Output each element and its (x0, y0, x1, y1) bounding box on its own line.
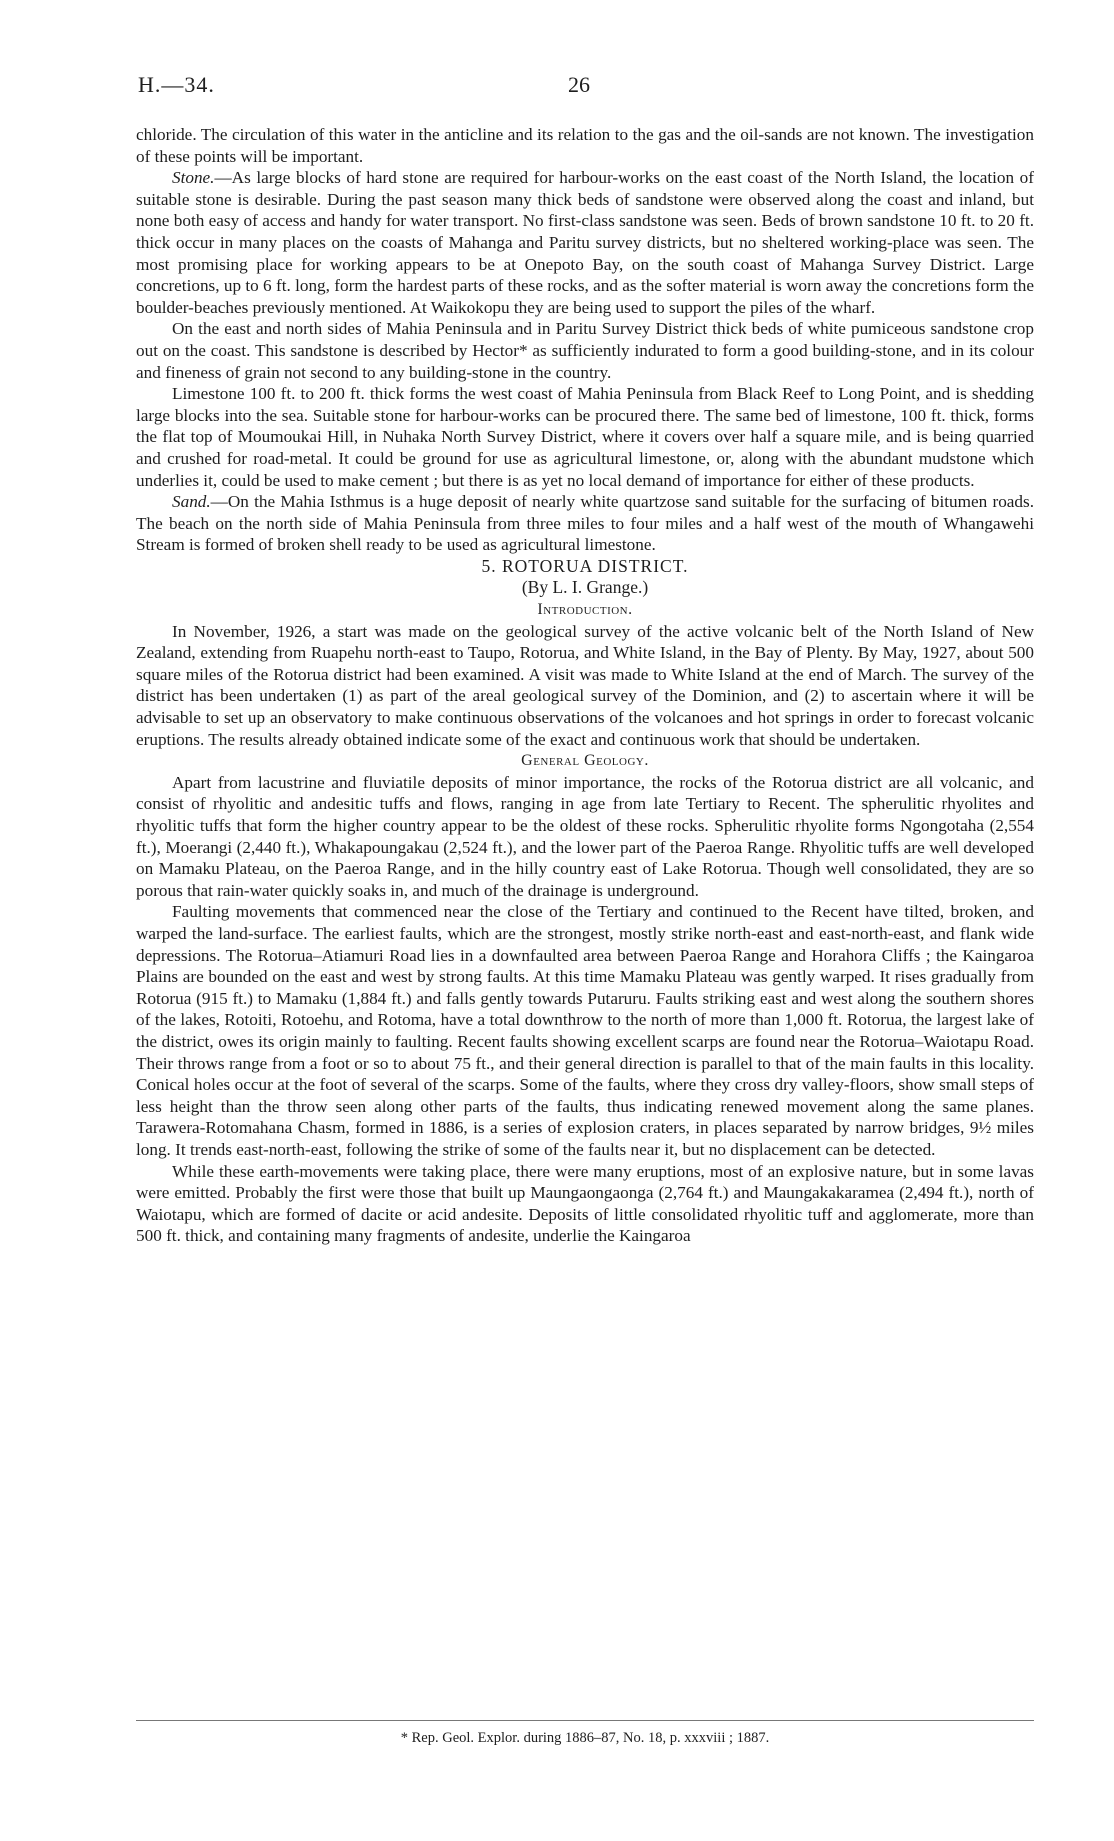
section-byline: (By L. I. Grange.) (521, 577, 649, 598)
paragraph-limestone: Limestone 100 ft. to 200 ft. thick forms the west coast of Mahia Peninsula from Black Reef to Long Point, and is shedding large blocks into the sea. Suitable stone for harbour-works can be procured there. The same bed of limestone, 100 ft. thick, forms the flat top of Moumoukai Hill, in Nuhaka North Survey District, where it covers over half a square mile, and is being quarried and crushed for road-metal. It could be ground for use as agricultural limestone, or, along with the abundant mudstone which underlies it, could be used to make cement ; but there is as yet no local demand of importance for either of these products. (136, 384, 1034, 490)
footnote: * Rep. Geol. Explor. during 1886–87, No. 18, p. xxxviii ; 1887. (400, 1730, 770, 1746)
paragraph-introduction: In November, 1926, a start was made on the geological survey of the active volcanic belt of the North Island of New Zealand, extending from Ruapehu north-east to Taupo, Rotorua, and White Island, in the Bay of Plenty. By May, 1927, about 500 square miles of the Rotorua district had been examined. A visit was made to White Island at the end of March. The survey of the district has been undertaken (1) as part of the areal geological survey of the Dominion, and (2) to ascertain where it will be advisable to set up an observatory to make continuous observations of the volcanoes and hot springs in order to forecast volcanic eruptions. The results already obtained indicate some of the exact and continuous work that should be undertaken. (136, 621, 1034, 749)
paragraph-chloride: chloride. The circulation of this water in the anticline and its relation to the gas and the oil-sands are not known. The investigation of these points will be important. (136, 125, 1034, 166)
paragraph-pumiceous-sandstone: On the east and north sides of Mahia Peninsula and in Paritu Survey District thick beds of white pumiceous sandstone crop out on the coast. This sandstone is described by Hector* as sufficiently indurated to form a good building-stone, and in its colour and fineness of grain not second to any building-stone in the country. (136, 319, 1034, 382)
paragraph-geology-faulting: Faulting movements that commenced near the close of the Tertiary and continued to the Recent have tilted, broken, and warped the land-surface. The earliest faults, which are the strongest, mostly strike north-east and east-north-east, and flank wide depressions. The Rotorua–Atiamuri Road lies in a downfaulted area between Paeroa Range and Horahora Cliffs ; the Kaingaroa Plains are bounded on the east and west by strong faults. At this time Mamaku Plateau was gently warped. It rises gradually from Rotorua (915 ft.) to Mamaku (1,884 ft.) and falls gently towards Putaruru. Faults striking east and west along the southern shores of the lakes, Rotoiti, Rotoehu, and Rotoma, have a total downthrow to the north of more than 1,000 ft. Rotorua, the largest lake of the district, owes its origin mainly to faulting. Recent faults showing excellent scarps are found near the Rotorua–Waiotapu Road. Their throws range from a foot or so to about 75 ft., and their general direction is parallel to that of the main faults in this locality. Conical holes occur at the foot of several of the scarps. Some of the faults, where they cross dry valley-floors, show small steps of less height than the throw seen along other parts of the faults, thus indicating renewed movement along the same planes. Tarawera-Rotomahana Chasm, formed in 1886, is a series of explosion craters, in places separated by narrow bridges, 9½ miles long. It trends east-north-east, following the strike of some of the faults near it, but no displacement can be detected. (136, 902, 1034, 1159)
document-reference: H.—34. (138, 72, 215, 97)
run-in-heading-sand: Sand. (172, 492, 211, 512)
general-geology-heading: General Geology. (521, 752, 649, 770)
page-number: 26 (568, 72, 590, 97)
page-header (138, 72, 1034, 102)
footnote-divider (136, 1720, 1034, 1721)
paragraph-geology-eruptions: While these earth-movements were taking place, there were many eruptions, most of an explosive nature, but in some lavas were emitted. Probably the first were those that built up Maungaongaonga (2,764 ft.) and Maungakakaramea (2,494 ft.), north of Waiotapu, which are formed of dacite or acid andesite. Deposits of little consolidated rhyolitic tuff and agglomerate, more than 500 ft. thick, and containing many fragments of andesite, underlie the Kaingaroa (136, 1161, 1034, 1246)
paragraph-stone: Stone.—As large blocks of hard stone are required for harbour-works on the east coast of the North Island, the location of suitable stone is desirable. During the past season many thick beds of sandstone were observed along the coast and inland, but none both easy of access and handy for water transport. No first-class sandstone was seen. Beds of brown sandstone 10 ft. to 20 ft. thick occur in many places on the coasts of Mahanga and Paritu survey districts, but no sheltered working-place was seen. The most promising place for working appears to be at Onepoto Bay, on the south coast of Mahanga Survey District. Large concretions, up to 6 ft. long, form the hardest parts of these rocks, and as the softer material is worn away the concretions form the boulder-beaches previously mentioned. At Waikokopu they are being used to support the piles of the wharf. (136, 168, 1034, 317)
run-in-heading-stone: Stone. (172, 168, 215, 188)
section-title: 5. ROTORUA DISTRICT. (481, 555, 689, 576)
page-body (136, 124, 1034, 1247)
paragraph-geology-rocks: Apart from lacustrine and fluviatile deposits of minor importance, the rocks of the Rotorua district are all volcanic, and consist of rhyolitic and andesitic tuffs and flows, ranging in age from late Tertiary to Recent. The spherulitic rhyolites and rhyolitic tuffs that form the higher country appear to be the oldest of these rocks. Spherulitic rhyolite forms Ngongotaha (2,554 ft.), Moerangi (2,440 ft.), Whakapoungakau (2,524 ft.), and the lower part of the Paeroa Range. Rhyolitic tuffs are well developed on Mamaku Plateau, on the Paeroa Range, and in the hilly country east of Lake Rotorua. Though well consolidated, they are so porous that rain-water quickly soaks in, and much of the drainage is underground. (136, 772, 1034, 900)
paragraph-sand: Sand.—On the Mahia Isthmus is a huge deposit of nearly white quartzose sand suitable for the surfacing of bitumen roads. The beach on the north side of Mahia Peninsula from three miles to four miles and a half west of the mouth of Whangawehi Stream is formed of broken shell ready to be used as agricultural limestone. (136, 492, 1034, 555)
introduction-heading: Introduction. (537, 601, 633, 619)
